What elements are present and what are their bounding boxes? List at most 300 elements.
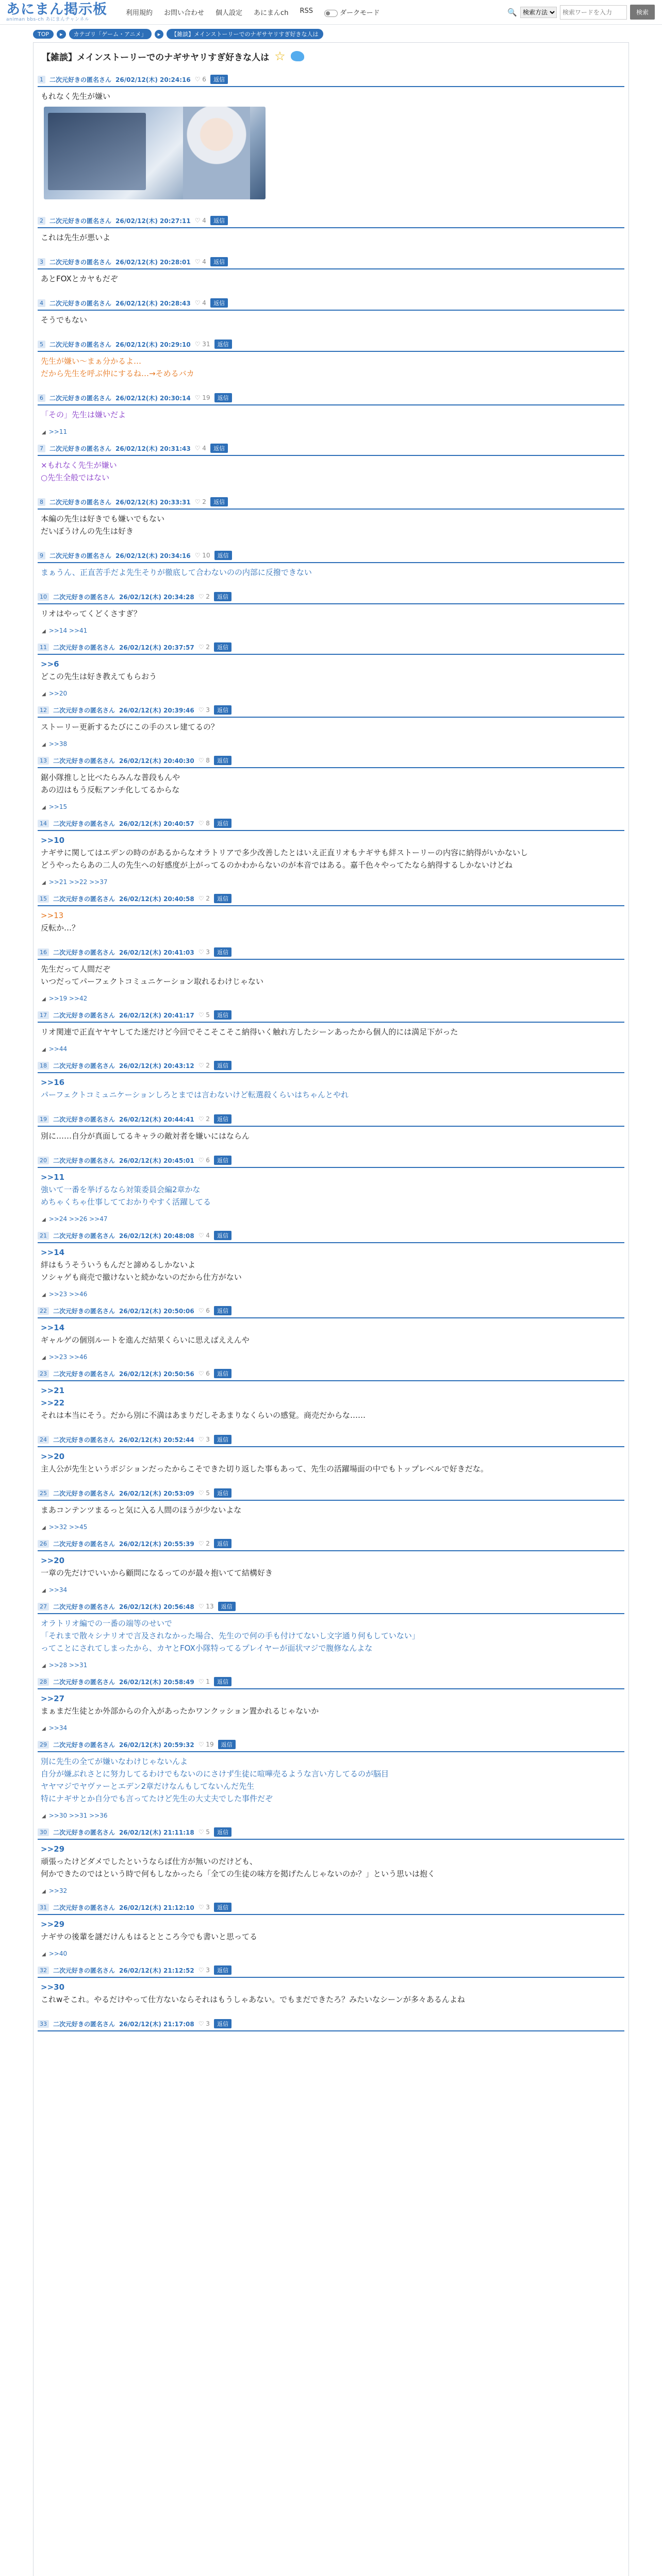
reply-button[interactable]: 返信 xyxy=(214,819,231,828)
post-number[interactable]: 10 xyxy=(38,593,49,601)
nav-terms[interactable]: 利用規約 xyxy=(126,9,153,17)
favorite-star-icon[interactable]: ☆ xyxy=(274,49,286,63)
post-number[interactable]: 18 xyxy=(38,1062,49,1070)
post-meta xyxy=(38,1114,624,1127)
search-bar xyxy=(507,5,655,20)
like-button[interactable]: ♡ 6 xyxy=(194,76,206,83)
post-body xyxy=(38,1318,624,1351)
reply-links[interactable]: >>23 >>46 xyxy=(48,1353,88,1361)
post-body xyxy=(38,1127,624,1147)
post-timestamp: 26/02/12(木) 20:41:03 xyxy=(119,948,194,956)
reply-arrow-icon: ◢ xyxy=(42,880,46,886)
post-line: どうやったらあの二人の先生への好感度が上がってるのかわからないのが本音ではある。嘉千色々やってたなら納得するしかないけどね xyxy=(41,860,513,870)
like-button[interactable]: ♡ 3 xyxy=(198,2020,210,2027)
post-timestamp: 26/02/12(木) 20:39:46 xyxy=(119,706,194,714)
post-meta xyxy=(38,1903,624,1915)
post xyxy=(34,2011,628,2040)
reply-anchor[interactable]: >>21 xyxy=(41,1386,65,1395)
like-button[interactable]: ♡ 4 xyxy=(194,299,206,307)
reply-button[interactable]: 返信 xyxy=(218,1602,236,1611)
like-button[interactable]: ♡ 2 xyxy=(198,643,210,651)
like-button[interactable]: ♡ 8 xyxy=(198,757,210,764)
post xyxy=(34,1427,628,1480)
breadcrumb-separator-icon: ▸ xyxy=(155,30,164,39)
post-image[interactable] xyxy=(44,107,266,199)
reply-arrow-icon: ◢ xyxy=(42,1726,46,1732)
reply-button[interactable]: 返信 xyxy=(214,592,231,601)
breadcrumb xyxy=(0,25,662,39)
reply-button[interactable]: 返信 xyxy=(210,444,228,453)
post-list xyxy=(34,66,628,2040)
reply-anchor[interactable]: >>22 xyxy=(41,1398,65,1408)
post xyxy=(34,1147,628,1223)
like-button[interactable]: ♡ 2 xyxy=(198,1540,210,1547)
post-author: 二次元好きの匿名さん xyxy=(53,1678,115,1686)
post-timestamp: 26/02/12(木) 20:44:41 xyxy=(119,1115,194,1123)
post-timestamp: 26/02/12(木) 20:50:56 xyxy=(119,1370,194,1378)
like-button[interactable]: ♡ 5 xyxy=(198,1489,210,1497)
post-meta xyxy=(38,298,624,311)
post xyxy=(34,939,628,1002)
nav-contact[interactable]: お問い合わせ xyxy=(164,9,205,17)
post-line: あの辺はもう反転アンチ化してるからな xyxy=(41,785,180,794)
toggle-switch-icon xyxy=(324,10,338,17)
post-body xyxy=(38,1551,624,1584)
post-meta xyxy=(38,393,624,405)
post-timestamp: 26/02/12(木) 20:33:31 xyxy=(115,498,191,506)
post-number[interactable]: 30 xyxy=(38,1828,49,1836)
post-timestamp: 26/02/12(木) 20:59:32 xyxy=(119,1741,194,1749)
post-body xyxy=(38,1689,624,1722)
reply-button[interactable]: 返信 xyxy=(214,551,232,560)
twitter-share-icon[interactable] xyxy=(291,51,304,61)
like-button[interactable]: ♡ 10 xyxy=(194,552,210,559)
like-button[interactable]: ♡ 6 xyxy=(198,1307,210,1314)
post-author: 二次元好きの匿名さん xyxy=(53,1904,115,1911)
post-timestamp: 26/02/12(木) 20:27:11 xyxy=(115,217,191,225)
post-timestamp: 26/02/12(木) 20:55:39 xyxy=(119,1540,194,1548)
reply-button[interactable]: 返信 xyxy=(214,1114,231,1124)
replies-list xyxy=(38,738,624,748)
reply-links[interactable]: >>14 >>41 xyxy=(48,627,88,634)
reply-links[interactable]: >>44 xyxy=(48,1045,68,1053)
post xyxy=(34,1223,628,1298)
post xyxy=(34,208,628,249)
post-body xyxy=(38,456,624,489)
post-author: 二次元好きの匿名さん xyxy=(53,757,115,765)
like-button[interactable]: ♡ 19 xyxy=(194,394,210,401)
reply-arrow-icon: ◢ xyxy=(42,996,46,1002)
post-author: 二次元好きの匿名さん xyxy=(49,445,112,452)
post-number[interactable]: 32 xyxy=(38,1967,49,1974)
post-number[interactable]: 16 xyxy=(38,948,49,956)
post-meta xyxy=(38,2019,624,2031)
post-line: いつだってパーフェクトコミュニケーション取れるわけじゃない xyxy=(41,977,264,986)
thread-title: 【雑談】メインストーリーでのナギサヤリすぎ好きな人は xyxy=(42,52,270,63)
reply-button[interactable]: 返信 xyxy=(214,1903,231,1912)
reply-links[interactable]: >>19 >>42 xyxy=(48,995,88,1002)
post-number[interactable]: 5 xyxy=(38,341,45,348)
post-body xyxy=(38,1978,624,2011)
replies-list xyxy=(38,1043,624,1053)
thread-container xyxy=(33,42,629,2576)
post-timestamp: 26/02/12(木) 20:50:06 xyxy=(119,1307,194,1315)
post xyxy=(34,543,628,584)
post-timestamp: 26/02/12(木) 20:48:08 xyxy=(119,1232,194,1240)
post-number[interactable]: 33 xyxy=(38,2020,49,2028)
post-number[interactable]: 6 xyxy=(38,394,45,402)
post xyxy=(34,1480,628,1531)
reply-links[interactable]: >>21 >>22 >>37 xyxy=(48,878,108,886)
post xyxy=(34,1594,628,1669)
post-meta xyxy=(38,1156,624,1168)
post-number[interactable]: 13 xyxy=(38,757,49,765)
reply-links[interactable]: >>30 >>31 >>36 xyxy=(48,1812,108,1819)
replies-list xyxy=(38,993,624,1002)
like-button[interactable]: ♡ 2 xyxy=(198,593,210,600)
reply-arrow-icon: ◢ xyxy=(42,629,46,634)
like-button[interactable]: ♡ 5 xyxy=(198,1828,210,1836)
logo-subtext: animan bbs-ch あにまんチャンネル xyxy=(6,16,90,22)
reply-button[interactable]: 返信 xyxy=(214,705,231,715)
post-number[interactable]: 31 xyxy=(38,1904,49,1911)
post-line: ギャルゲの個別ルートを進んだ結果くらいに思えばええんや xyxy=(41,1335,250,1345)
post-number[interactable]: 7 xyxy=(38,445,45,452)
reply-links[interactable]: >>15 xyxy=(48,803,68,810)
reply-button[interactable]: 返信 xyxy=(214,1488,231,1498)
search-method-select[interactable] xyxy=(520,7,557,18)
like-button[interactable]: ♡ 2 xyxy=(198,1062,210,1069)
post-body xyxy=(38,1915,624,1948)
post-author: 二次元好きの匿名さん xyxy=(53,1062,115,1070)
reply-button[interactable]: 返信 xyxy=(210,216,228,225)
post xyxy=(34,1053,628,1106)
post-line: 反転か…？ xyxy=(41,923,80,933)
breadcrumb-top[interactable]: TOP xyxy=(33,30,54,39)
post-number[interactable]: 9 xyxy=(38,552,45,560)
reply-button[interactable]: 返信 xyxy=(214,393,232,402)
post-number[interactable]: 24 xyxy=(38,1436,49,1444)
reply-links[interactable]: >>23 >>46 xyxy=(48,1291,88,1298)
reply-links[interactable]: >>32 >>45 xyxy=(48,1523,88,1531)
post-meta xyxy=(38,1539,624,1551)
post-number[interactable]: 1 xyxy=(38,76,45,83)
post-line: めちゃくちゃ仕事してておかりやすく活躍してる xyxy=(41,1197,211,1207)
replies-list xyxy=(38,1213,624,1223)
post-line: 絆はもうそういうもんだと諦めるしかないよ xyxy=(41,1260,196,1269)
reply-arrow-icon: ◢ xyxy=(42,1952,46,1957)
nav-animanch[interactable]: あにまんch xyxy=(254,9,289,17)
like-button[interactable]: ♡ 3 xyxy=(198,948,210,956)
reply-button[interactable]: 返信 xyxy=(214,1435,231,1444)
like-button[interactable]: ♡ 8 xyxy=(198,820,210,827)
replies-list xyxy=(38,1584,624,1594)
like-button[interactable]: ♡ 3 xyxy=(198,1967,210,1974)
post-author: 二次元好きの匿名さん xyxy=(53,593,115,601)
post-timestamp: 26/02/12(木) 20:40:30 xyxy=(119,757,194,765)
reply-arrow-icon: ◢ xyxy=(42,1588,46,1594)
post xyxy=(34,584,628,634)
reply-button[interactable]: 返信 xyxy=(214,1677,231,1686)
reply-links[interactable]: >>11 xyxy=(48,428,68,435)
reply-links[interactable]: >>34 xyxy=(48,1586,68,1594)
like-button[interactable]: ♡ 3 xyxy=(198,1436,210,1443)
post-line: 先生だって人間だぞ xyxy=(41,964,111,974)
reply-button[interactable]: 返信 xyxy=(210,298,228,308)
like-button[interactable]: ♡ 3 xyxy=(198,1904,210,1911)
post-number[interactable]: 29 xyxy=(38,1741,49,1749)
post-body xyxy=(38,1501,624,1521)
search-input[interactable] xyxy=(560,5,627,20)
like-button[interactable]: ♡ 4 xyxy=(198,1232,210,1239)
post-timestamp: 26/02/12(木) 20:31:43 xyxy=(115,445,191,452)
post-meta xyxy=(38,1827,624,1840)
post-timestamp: 26/02/12(木) 20:40:57 xyxy=(119,820,194,827)
breadcrumb-category[interactable]: カテゴリ「ゲーム・アニメ」 xyxy=(69,29,152,39)
post-number[interactable]: 23 xyxy=(38,1370,49,1378)
reply-button[interactable]: 返信 xyxy=(214,1156,231,1165)
like-button[interactable]: ♡ 4 xyxy=(194,445,206,452)
post-meta xyxy=(38,1435,624,1447)
post-author: 二次元好きの匿名さん xyxy=(49,76,112,83)
site-logo[interactable] xyxy=(6,3,107,22)
post-line: 別に先生の全てが嫌いなわけじゃないんよ xyxy=(41,1757,188,1766)
replies-list xyxy=(38,1289,624,1298)
reply-arrow-icon: ◢ xyxy=(42,1889,46,1894)
like-button[interactable]: ♡ 6 xyxy=(198,1157,210,1164)
dark-mode-toggle[interactable] xyxy=(324,7,379,17)
post-line: リオ関連で正直ヤヤヤしてた迷だけど今回でそこそこそこ納得いく触れ方したシーンあったから個人的には満足下がった xyxy=(41,1027,458,1037)
post-number[interactable]: 3 xyxy=(38,258,45,266)
post-line: これwそこれ。やるだけやって仕方ないならそれはもうしゃあない。でもまだできたろ？みたいなシーンが多々あるんよね xyxy=(41,1995,465,2004)
reply-anchor[interactable]: >>16 xyxy=(41,1078,65,1087)
reply-anchor[interactable]: >>14 xyxy=(41,1323,65,1332)
post-body xyxy=(38,1840,624,1885)
post-meta xyxy=(38,216,624,228)
post-body xyxy=(38,1447,624,1480)
post-line: だいぼうけんの先生は好き xyxy=(41,527,134,536)
like-button[interactable]: ♡ 4 xyxy=(194,258,206,265)
post-number[interactable]: 8 xyxy=(38,498,45,506)
post-timestamp: 26/02/12(木) 20:52:44 xyxy=(119,1436,194,1444)
reply-button[interactable]: 返信 xyxy=(214,1061,231,1070)
post-body xyxy=(38,1614,624,1659)
header-nav xyxy=(126,7,379,17)
reply-button[interactable]: 返信 xyxy=(210,497,228,506)
reply-links[interactable]: >>32 xyxy=(48,1887,68,1894)
nav-rss[interactable]: RSS xyxy=(300,7,313,15)
post-line: 先生が嫌い～まぁ分かるよ… xyxy=(41,357,142,366)
post-number[interactable]: 2 xyxy=(38,217,45,225)
post-line: 強いて一番を挙げるなら対策委員会編2章かな xyxy=(41,1185,201,1194)
post-number[interactable]: 12 xyxy=(38,706,49,714)
replies-list xyxy=(38,688,624,697)
replies-list xyxy=(38,801,624,810)
reply-button[interactable]: 返信 xyxy=(214,1369,231,1378)
reply-button[interactable]: 返信 xyxy=(214,947,231,957)
post xyxy=(34,66,628,208)
post-meta xyxy=(38,1306,624,1318)
reply-links[interactable]: >>40 xyxy=(48,1950,68,1957)
post-line: ナギサの後輩を謎だけんもはるとところ今でも書いと思ってる xyxy=(41,1932,258,1941)
post-body xyxy=(38,768,624,801)
reply-anchor[interactable]: >>30 xyxy=(41,1982,65,1992)
post xyxy=(34,1819,628,1894)
post-meta xyxy=(38,497,624,510)
post-meta xyxy=(38,819,624,831)
post-line: まぁまだ生徒とか外部からの介入があったかワンクッション置かれるじゃないか xyxy=(41,1706,319,1716)
post-meta xyxy=(38,642,624,655)
reply-arrow-icon: ◢ xyxy=(42,1663,46,1669)
post xyxy=(34,1669,628,1732)
like-button[interactable]: ♡ 6 xyxy=(198,1370,210,1377)
post-author: 二次元好きの匿名さん xyxy=(53,1115,115,1123)
post-number[interactable]: 19 xyxy=(38,1115,49,1123)
post-body xyxy=(38,655,624,688)
post-number[interactable]: 21 xyxy=(38,1232,49,1240)
reply-anchor[interactable]: >>20 xyxy=(41,1556,65,1565)
reply-links[interactable]: >>34 xyxy=(48,1724,68,1732)
post xyxy=(34,1531,628,1594)
replies-list xyxy=(38,426,624,435)
replies-list xyxy=(38,1810,624,1819)
reply-arrow-icon: ◢ xyxy=(42,1292,46,1298)
post-number[interactable]: 11 xyxy=(38,643,49,651)
post-timestamp: 26/02/12(木) 20:24:16 xyxy=(115,76,191,83)
reply-button[interactable]: 返信 xyxy=(210,75,228,84)
replies-list xyxy=(38,1659,624,1669)
reply-links[interactable]: >>38 xyxy=(48,740,68,748)
post-number[interactable]: 25 xyxy=(38,1489,49,1497)
post-author: 二次元好きの匿名さん xyxy=(49,217,112,225)
like-button[interactable]: ♡ 2 xyxy=(198,1115,210,1123)
post-author: 二次元好きの匿名さん xyxy=(53,1967,115,1974)
reply-links[interactable]: >>20 xyxy=(48,690,68,697)
post-line: >>13 xyxy=(41,911,64,920)
replies-list xyxy=(38,876,624,886)
post-number[interactable]: 28 xyxy=(38,1678,49,1686)
thread-header xyxy=(34,43,628,66)
post-timestamp: 26/02/12(木) 20:34:28 xyxy=(119,593,194,601)
post-timestamp: 26/02/12(木) 21:12:10 xyxy=(119,1904,194,1911)
post-line: 主人公が先生というポジションだったからこそできた切り返した事もあって、先生の活躍場面の中でもトップレベルで好きだな。 xyxy=(41,1464,488,1473)
reply-anchor[interactable]: >>6 xyxy=(41,659,59,669)
nav-settings[interactable]: 個人設定 xyxy=(216,9,243,17)
post-author: 二次元好きの匿名さん xyxy=(53,1741,115,1749)
post-timestamp: 26/02/12(木) 21:17:08 xyxy=(119,2020,194,2028)
post-author: 二次元好きの匿名さん xyxy=(53,1232,115,1240)
reply-anchor[interactable]: >>11 xyxy=(41,1173,65,1182)
post-meta xyxy=(38,705,624,718)
reply-button[interactable]: 返信 xyxy=(210,257,228,266)
post-author: 二次元好きの匿名さん xyxy=(49,341,112,348)
post-line: だから先生を呼ぶ仲にするね…→そめるバカ xyxy=(41,369,194,378)
reply-links[interactable]: >>28 >>31 xyxy=(48,1662,88,1669)
reply-button[interactable]: 返信 xyxy=(214,1306,231,1315)
logo-text: あにまん掲示板 xyxy=(6,1,107,18)
post-meta xyxy=(38,1677,624,1689)
post-line: これは先生が悪いよ xyxy=(41,233,111,242)
like-button[interactable]: ♡ 31 xyxy=(194,341,210,348)
reply-button[interactable]: 返信 xyxy=(214,340,232,349)
post xyxy=(34,634,628,697)
post-number[interactable]: 17 xyxy=(38,1011,49,1019)
breadcrumb-thread[interactable]: 【雑談】メインストーリーでのナギサヤリすぎ好きな人は xyxy=(167,29,323,39)
reply-links[interactable]: >>24 >>26 >>47 xyxy=(48,1215,108,1223)
post-number[interactable]: 15 xyxy=(38,895,49,903)
post-author: 二次元好きの匿名さん xyxy=(53,1489,115,1497)
reply-button[interactable]: 返信 xyxy=(218,1740,236,1749)
reply-arrow-icon: ◢ xyxy=(42,742,46,748)
post-body xyxy=(38,960,624,993)
replies-list xyxy=(38,1351,624,1361)
post xyxy=(34,489,628,543)
reply-button[interactable]: 返信 xyxy=(214,2019,231,2028)
reply-anchor[interactable]: >>20 xyxy=(41,1452,65,1461)
post-author: 二次元好きの匿名さん xyxy=(53,1436,115,1444)
post xyxy=(34,886,628,939)
post-line: 別に……自分が真面してるキャラの敵対者を嫌いにはならん xyxy=(41,1131,250,1141)
reply-anchor[interactable]: >>10 xyxy=(41,836,65,845)
like-button[interactable]: ♡ 2 xyxy=(198,895,210,902)
post-number[interactable]: 22 xyxy=(38,1307,49,1315)
post-number[interactable]: 26 xyxy=(38,1540,49,1548)
post-number[interactable]: 14 xyxy=(38,820,49,827)
breadcrumb-separator-icon: ▸ xyxy=(57,30,66,39)
post-body xyxy=(38,718,624,738)
reply-anchor[interactable]: >>14 xyxy=(41,1248,65,1257)
like-button[interactable]: ♡ 5 xyxy=(198,1011,210,1019)
post-meta xyxy=(38,756,624,768)
post-meta xyxy=(38,1231,624,1243)
reply-button[interactable]: 返信 xyxy=(214,1827,231,1837)
reply-button[interactable]: 返信 xyxy=(214,1231,231,1240)
reply-anchor[interactable]: >>29 xyxy=(41,1844,65,1854)
reply-anchor[interactable]: >>29 xyxy=(41,1920,65,1929)
post-line: もれなく先生が嫌い xyxy=(41,92,111,101)
reply-button[interactable]: 返信 xyxy=(214,1965,231,1975)
post xyxy=(34,331,628,385)
like-button[interactable]: ♡ 1 xyxy=(198,1678,210,1685)
reply-button[interactable]: 返信 xyxy=(214,642,231,652)
post-body xyxy=(38,510,624,543)
post-number[interactable]: 4 xyxy=(38,299,45,307)
like-button[interactable]: ♡ 4 xyxy=(194,217,206,224)
post-line: ヤヤマジでヤヴァーとエデン2章だけなんもしてないんだ先生 xyxy=(41,1782,255,1791)
post-timestamp: 26/02/12(木) 20:37:57 xyxy=(119,643,194,651)
like-button[interactable]: ♡ 2 xyxy=(194,498,206,505)
like-button[interactable]: ♡ 13 xyxy=(198,1603,214,1610)
post-line: 特にナギサとか自分でも言ってたけど先生の大丈夫でした事件だぞ xyxy=(41,1794,273,1803)
reply-arrow-icon: ◢ xyxy=(42,1814,46,1819)
post-number[interactable]: 27 xyxy=(38,1603,49,1611)
post-author: 二次元好きの匿名さん xyxy=(53,1307,115,1315)
reply-button[interactable]: 返信 xyxy=(214,894,231,903)
post-body xyxy=(38,1381,624,1427)
reply-arrow-icon: ◢ xyxy=(42,691,46,697)
post-line: パーフェクトコミュニケーションしろとまでは言わないけど転選殺くらいはちゃんとやれ xyxy=(41,1090,349,1099)
post-number[interactable]: 20 xyxy=(38,1157,49,1164)
post-line: ストーリー更新するたびにこの手のスレ建てるの？ xyxy=(41,722,219,732)
like-button[interactable]: ♡ 3 xyxy=(198,706,210,714)
search-button[interactable]: 検索 xyxy=(630,5,655,20)
reply-anchor[interactable]: >>27 xyxy=(41,1694,65,1703)
reply-button[interactable]: 返信 xyxy=(214,1010,231,1020)
reply-button[interactable]: 返信 xyxy=(214,756,231,765)
like-button[interactable]: ♡ 19 xyxy=(198,1741,214,1748)
post-line: 頑張ったけどダメでしたというならば仕方が無いのだけども、 xyxy=(41,1857,258,1866)
reply-button[interactable]: 返信 xyxy=(214,1539,231,1548)
